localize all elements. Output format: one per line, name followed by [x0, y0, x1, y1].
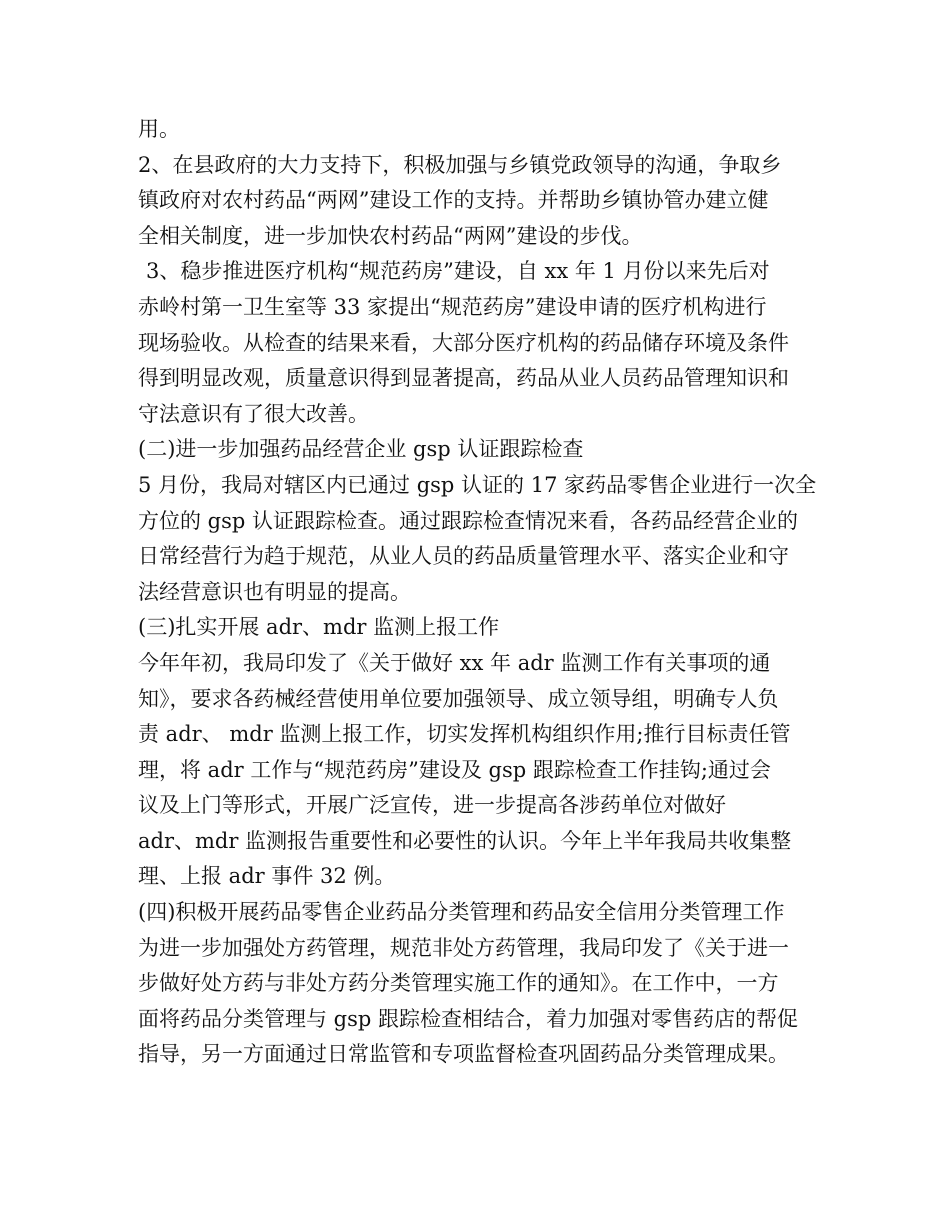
- section-heading: (二)进一步加强药品经营企业 gsp 认证跟踪检查: [138, 437, 584, 462]
- text-line: 责 adr、 mdr 监测上报工作，切实发挥机构组织作用;推行目标责任管: [138, 722, 791, 747]
- text-line: 2、在县政府的大力支持下，积极加强与乡镇党政领导的沟通，争取乡: [138, 152, 782, 177]
- text-line: 议及上门等形式，开展广泛宣传，进一步提高各涉药单位对做好: [138, 793, 726, 818]
- text-line: 知》，要求各药械经营使用单位要加强领导、成立领导组，明确专人负: [138, 686, 779, 711]
- text-line: 面将药品分类管理与 gsp 跟踪检查相结合，着力加强对零售药店的帮促: [138, 1006, 799, 1031]
- text-line: 指导，另一方面通过日常监管和专项监督检查巩固药品分类管理成果。: [138, 1042, 789, 1067]
- text-line: 现场验收。从检查的结果来看，大部分医疗机构的药品储存环境及条件: [138, 330, 789, 355]
- text-line: 赤岭村第一卫生室等 33 家提出“规范药房”建设申请的医疗机构进行: [138, 294, 767, 319]
- document-body: [138, 112, 818, 1073]
- text-line: 法经营意识也有明显的提高。: [138, 579, 411, 604]
- section-heading: (四)积极开展药品零售企业药品分类管理和药品安全信用分类管理工作: [138, 900, 785, 925]
- text-line: 镇政府对农村药品“两网”建设工作的支持。并帮助乡镇协管办建立健: [138, 188, 769, 213]
- text-line: 3、稳步推进医疗机构“规范药房”建设，自 xx 年 1 月份以来先后对: [146, 259, 770, 284]
- text-line: adr、mdr 监测报告重要性和必要性的认识。今年上半年我局共收集整: [138, 828, 792, 853]
- text-line: 得到明显改观，质量意识得到显著提高，药品从业人员药品管理知识和: [138, 366, 789, 391]
- text-line: 守法意识有了很大改善。: [138, 401, 369, 426]
- text-line: 用。: [138, 117, 180, 141]
- text-line: 理，将 adr 工作与“规范药房”建设及 gsp 跟踪检查工作挂钩;通过会: [138, 757, 771, 782]
- text-line: 为进一步加强处方药管理，规范非处方药管理，我局印发了《关于进一: [138, 935, 789, 960]
- text-line: 日常经营行为趋于规范，从业人员的药品质量管理水平、落实企业和守: [138, 544, 789, 569]
- text-line: 今年年初，我局印发了《关于做好 xx 年 adr 监测工作有关事项的通: [138, 650, 771, 675]
- text-line: 全相关制度，进一步加快农村药品“两网”建设的步伐。: [138, 223, 643, 248]
- text-line: 5 月份，我局对辖区内已通过 gsp 认证的 17 家药品零售企业进行一次全: [138, 472, 817, 497]
- section-heading: (三)扎实开展 adr、mdr 监测上报工作: [138, 615, 500, 640]
- text-line: 方位的 gsp 认证跟踪检查。通过跟踪检查情况来看，各药品经营企业的: [138, 508, 799, 533]
- text-line: 理、上报 adr 事件 32 例。: [138, 864, 396, 889]
- text-line: 步做好处方药与非处方药分类管理实施工作的通知》。在工作中，一方: [138, 971, 779, 996]
